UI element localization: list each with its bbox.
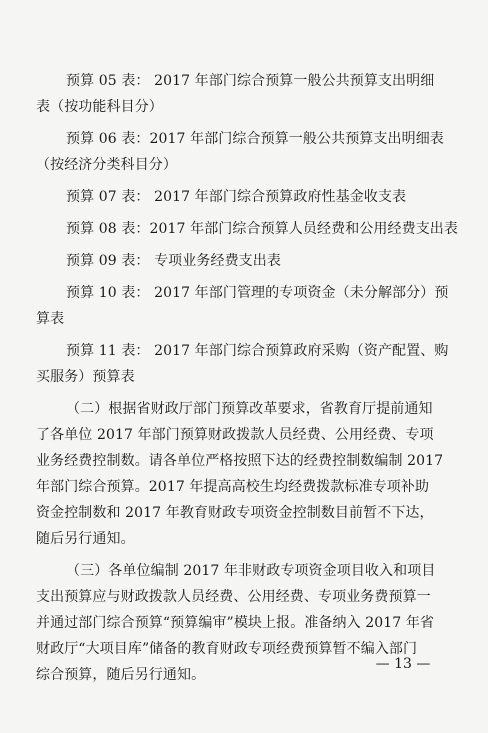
list-item-05 (36, 68, 448, 120)
paragraph-line: 随后另行通知。 (36, 531, 135, 547)
document-body (36, 68, 458, 688)
list-item-line: 预算 06 表：2017 年部门综合预算一般公共预算支出明细表 (66, 131, 444, 147)
page-number: — 13 — (375, 656, 431, 672)
list-item-06 (36, 126, 448, 178)
list-item-07 (36, 184, 448, 210)
list-item-line: 预算 07 表： 2017 年部门综合预算政府性基金收支表 (66, 189, 407, 205)
budget-table-list (36, 68, 458, 390)
list-item-line: 算表 (36, 311, 65, 327)
list-item-line: 预算 11 表： 2017 年部门综合预算政府采购（资产配置、购 (66, 343, 449, 359)
paragraph-line: 业务经费控制数。请各单位严格按照下达的经费控制数编制 2017 (36, 453, 444, 469)
list-item-line: 买服务）预算表 (36, 369, 135, 385)
paragraph-line: 财政厅“大项目库”储备的教育财政专项经费预算暂不编入部门 (36, 641, 418, 657)
paragraph-line: 年部门综合预算。2017 年提高高校生均经费拨款标准专项补助 (36, 479, 430, 495)
list-item-09 (36, 248, 448, 274)
paragraph-line: （二）根据省财政厅部门预算改革要求，省教育厅提前通知 (66, 401, 433, 417)
list-item-line: （按经济分类科目分） (36, 157, 177, 173)
paragraph-line: （三）各单位编制 2017 年非财政专项资金项目收入和项目 (66, 563, 436, 579)
list-item-08 (36, 216, 458, 242)
list-item-line: 表（按功能科目分） (36, 99, 163, 115)
paragraph-line: 综合预算，随后另行通知。 (36, 667, 206, 683)
list-item-line: 预算 09 表： 专项业务经费支出表 (66, 253, 281, 269)
paragraph-line: 了各单位 2017 年部门预算财政拨款人员经费、公用经费、专项 (36, 427, 434, 443)
list-item-10 (36, 280, 448, 332)
list-item-line: 预算 05 表： 2017 年部门综合预算一般公共预算支出明细 (66, 73, 435, 89)
paragraph-section-2 (36, 396, 448, 552)
list-item-line: 预算 08 表：2017 年部门综合预算人员经费和公用经费支出表 (66, 221, 458, 237)
paragraph-line: 并通过部门综合预算“预算编审”模块上报。准备纳入 2017 年省 (36, 615, 435, 631)
paragraph-line: 支出预算应与财政拨款人员经费、公用经费、专项业务费预算一 (36, 589, 431, 605)
list-item-line: 预算 10 表： 2017 年部门管理的专项资金（未分解部分）预 (66, 285, 449, 301)
paragraph-line: 资金控制数和 2017 年教育财政专项资金控制数目前暂不下达， (36, 505, 434, 521)
list-item-11 (36, 338, 448, 390)
